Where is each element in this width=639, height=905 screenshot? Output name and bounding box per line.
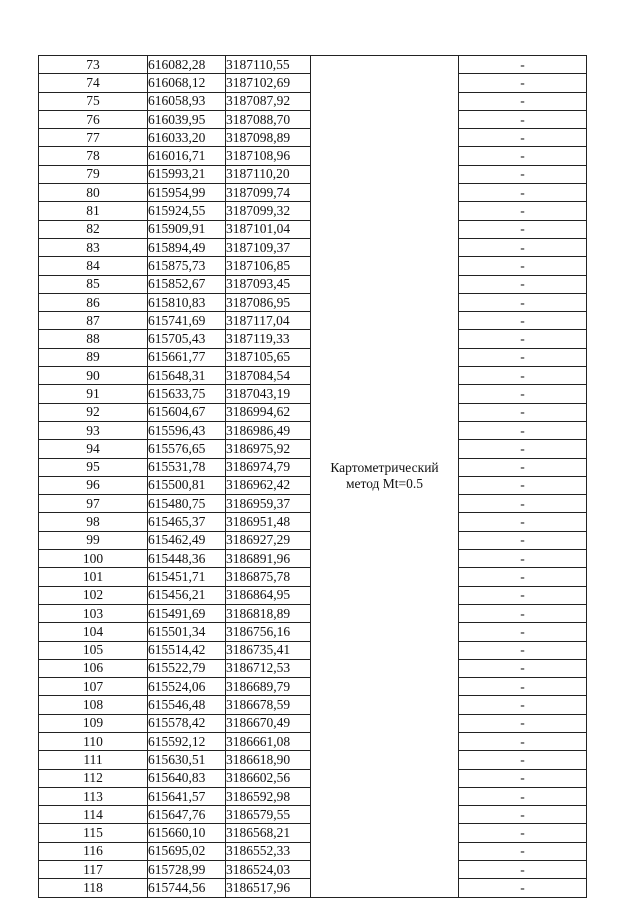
x-coordinate-cell: 615633,75 — [148, 385, 226, 403]
y-coordinate-cell: 3187106,85 — [226, 257, 311, 275]
x-coordinate-cell: 615501,34 — [148, 623, 226, 641]
point-number-cell: 89 — [39, 348, 148, 366]
method-line-1: Картометрический — [330, 460, 439, 476]
y-coordinate-cell: 3187087,92 — [226, 92, 311, 110]
x-coordinate-cell: 615705,43 — [148, 330, 226, 348]
x-coordinate-cell: 615546,48 — [148, 696, 226, 714]
point-number-cell: 76 — [39, 110, 148, 128]
x-coordinate-cell: 615641,57 — [148, 787, 226, 805]
y-coordinate-cell: 3186678,59 — [226, 696, 311, 714]
note-cell: - — [459, 659, 587, 677]
y-coordinate-cell: 3186994,62 — [226, 403, 311, 421]
note-cell: - — [459, 367, 587, 385]
y-coordinate-cell: 3187102,69 — [226, 74, 311, 92]
point-number-cell: 80 — [39, 184, 148, 202]
x-coordinate-cell: 615576,65 — [148, 440, 226, 458]
x-coordinate-cell: 615640,83 — [148, 769, 226, 787]
x-coordinate-cell: 616058,93 — [148, 92, 226, 110]
y-coordinate-cell: 3186891,96 — [226, 550, 311, 568]
point-number-cell: 98 — [39, 513, 148, 531]
x-coordinate-cell: 615514,42 — [148, 641, 226, 659]
y-coordinate-cell: 3186959,37 — [226, 495, 311, 513]
note-cell: - — [459, 696, 587, 714]
coordinates-table — [38, 55, 587, 898]
x-coordinate-cell: 615524,06 — [148, 678, 226, 696]
x-coordinate-cell: 615993,21 — [148, 165, 226, 183]
point-number-cell: 109 — [39, 714, 148, 732]
y-coordinate-cell: 3187093,45 — [226, 275, 311, 293]
y-coordinate-cell: 3187101,04 — [226, 220, 311, 238]
y-coordinate-cell: 3186568,21 — [226, 824, 311, 842]
note-cell: - — [459, 440, 587, 458]
note-cell: - — [459, 495, 587, 513]
note-cell: - — [459, 678, 587, 696]
y-coordinate-cell: 3186689,79 — [226, 678, 311, 696]
point-number-cell: 107 — [39, 678, 148, 696]
note-cell: - — [459, 476, 587, 494]
y-coordinate-cell: 3186818,89 — [226, 604, 311, 622]
y-coordinate-cell: 3187088,70 — [226, 110, 311, 128]
note-cell: - — [459, 74, 587, 92]
point-number-cell: 90 — [39, 367, 148, 385]
x-coordinate-cell: 615592,12 — [148, 732, 226, 750]
note-cell: - — [459, 714, 587, 732]
x-coordinate-cell: 616033,20 — [148, 129, 226, 147]
point-number-cell: 106 — [39, 659, 148, 677]
x-coordinate-cell: 615465,37 — [148, 513, 226, 531]
y-coordinate-cell: 3187086,95 — [226, 293, 311, 311]
note-cell: - — [459, 806, 587, 824]
note-cell: - — [459, 586, 587, 604]
point-number-cell: 108 — [39, 696, 148, 714]
point-number-cell: 117 — [39, 861, 148, 879]
x-coordinate-cell: 615695,02 — [148, 842, 226, 860]
y-coordinate-cell: 3186592,98 — [226, 787, 311, 805]
y-coordinate-cell: 3186552,33 — [226, 842, 311, 860]
point-number-cell: 93 — [39, 421, 148, 439]
x-coordinate-cell: 615875,73 — [148, 257, 226, 275]
point-number-cell: 87 — [39, 312, 148, 330]
y-coordinate-cell: 3186602,56 — [226, 769, 311, 787]
x-coordinate-cell: 615647,76 — [148, 806, 226, 824]
x-coordinate-cell: 615741,69 — [148, 312, 226, 330]
x-coordinate-cell: 615531,78 — [148, 458, 226, 476]
point-number-cell: 118 — [39, 879, 148, 897]
y-coordinate-cell: 3187084,54 — [226, 367, 311, 385]
y-coordinate-cell: 3186661,08 — [226, 732, 311, 750]
note-cell: - — [459, 202, 587, 220]
y-coordinate-cell: 3187117,04 — [226, 312, 311, 330]
note-cell: - — [459, 787, 587, 805]
y-coordinate-cell: 3186951,48 — [226, 513, 311, 531]
x-coordinate-cell: 616016,71 — [148, 147, 226, 165]
point-number-cell: 104 — [39, 623, 148, 641]
y-coordinate-cell: 3186579,55 — [226, 806, 311, 824]
point-number-cell: 86 — [39, 293, 148, 311]
point-number-cell: 102 — [39, 586, 148, 604]
x-coordinate-cell: 615661,77 — [148, 348, 226, 366]
y-coordinate-cell: 3187105,65 — [226, 348, 311, 366]
method-line-2: метод Mt=0.5 — [345, 476, 424, 492]
x-coordinate-cell: 615924,55 — [148, 202, 226, 220]
point-number-cell: 101 — [39, 568, 148, 586]
point-number-cell: 92 — [39, 403, 148, 421]
point-number-cell: 99 — [39, 531, 148, 549]
y-coordinate-cell: 3186986,49 — [226, 421, 311, 439]
note-cell: - — [459, 257, 587, 275]
y-coordinate-cell: 3186962,42 — [226, 476, 311, 494]
point-number-cell: 91 — [39, 385, 148, 403]
y-coordinate-cell: 3186875,78 — [226, 568, 311, 586]
note-cell: - — [459, 531, 587, 549]
point-number-cell: 74 — [39, 74, 148, 92]
point-number-cell: 96 — [39, 476, 148, 494]
point-number-cell: 100 — [39, 550, 148, 568]
point-number-cell: 78 — [39, 147, 148, 165]
point-number-cell: 82 — [39, 220, 148, 238]
x-coordinate-cell: 615630,51 — [148, 751, 226, 769]
point-number-cell: 81 — [39, 202, 148, 220]
y-coordinate-cell: 3186735,41 — [226, 641, 311, 659]
note-cell: - — [459, 147, 587, 165]
y-coordinate-cell: 3187108,96 — [226, 147, 311, 165]
note-cell: - — [459, 293, 587, 311]
note-cell: - — [459, 751, 587, 769]
note-cell: - — [459, 879, 587, 897]
point-number-cell: 85 — [39, 275, 148, 293]
y-coordinate-cell: 3187099,32 — [226, 202, 311, 220]
y-coordinate-cell: 3186618,90 — [226, 751, 311, 769]
note-cell: - — [459, 732, 587, 750]
point-number-cell: 114 — [39, 806, 148, 824]
x-coordinate-cell: 615451,71 — [148, 568, 226, 586]
note-cell: - — [459, 568, 587, 586]
point-number-cell: 83 — [39, 238, 148, 256]
point-number-cell: 88 — [39, 330, 148, 348]
note-cell: - — [459, 550, 587, 568]
y-coordinate-cell: 3186864,95 — [226, 586, 311, 604]
x-coordinate-cell: 615462,49 — [148, 531, 226, 549]
note-cell: - — [459, 275, 587, 293]
point-number-cell: 75 — [39, 92, 148, 110]
point-number-cell: 115 — [39, 824, 148, 842]
note-cell: - — [459, 513, 587, 531]
x-coordinate-cell: 615500,81 — [148, 476, 226, 494]
x-coordinate-cell: 616082,28 — [148, 56, 226, 74]
note-cell: - — [459, 842, 587, 860]
x-coordinate-cell: 615604,67 — [148, 403, 226, 421]
point-number-cell: 79 — [39, 165, 148, 183]
x-coordinate-cell: 615491,69 — [148, 604, 226, 622]
note-cell: - — [459, 184, 587, 202]
y-coordinate-cell: 3186670,49 — [226, 714, 311, 732]
note-cell: - — [459, 92, 587, 110]
x-coordinate-cell: 615648,31 — [148, 367, 226, 385]
note-cell: - — [459, 623, 587, 641]
y-coordinate-cell: 3186927,29 — [226, 531, 311, 549]
coordinates-table-body — [39, 56, 587, 898]
point-number-cell: 94 — [39, 440, 148, 458]
y-coordinate-cell: 3186712,53 — [226, 659, 311, 677]
x-coordinate-cell: 616039,95 — [148, 110, 226, 128]
y-coordinate-cell: 3186524,03 — [226, 861, 311, 879]
y-coordinate-cell: 3187110,55 — [226, 56, 311, 74]
x-coordinate-cell: 615909,91 — [148, 220, 226, 238]
x-coordinate-cell: 615480,75 — [148, 495, 226, 513]
point-number-cell: 77 — [39, 129, 148, 147]
y-coordinate-cell: 3187119,33 — [226, 330, 311, 348]
note-cell: - — [459, 110, 587, 128]
y-coordinate-cell: 3187098,89 — [226, 129, 311, 147]
x-coordinate-cell: 615522,79 — [148, 659, 226, 677]
point-number-cell: 105 — [39, 641, 148, 659]
x-coordinate-cell: 615852,67 — [148, 275, 226, 293]
note-cell: - — [459, 604, 587, 622]
x-coordinate-cell: 615596,43 — [148, 421, 226, 439]
note-cell: - — [459, 769, 587, 787]
x-coordinate-cell: 615810,83 — [148, 293, 226, 311]
y-coordinate-cell: 3186975,92 — [226, 440, 311, 458]
note-cell: - — [459, 641, 587, 659]
note-cell: - — [459, 421, 587, 439]
note-cell: - — [459, 129, 587, 147]
note-cell: - — [459, 330, 587, 348]
note-cell: - — [459, 348, 587, 366]
point-number-cell: 103 — [39, 604, 148, 622]
note-cell: - — [459, 312, 587, 330]
point-number-cell: 113 — [39, 787, 148, 805]
x-coordinate-cell: 616068,12 — [148, 74, 226, 92]
note-cell: - — [459, 861, 587, 879]
note-cell: - — [459, 385, 587, 403]
x-coordinate-cell: 615456,21 — [148, 586, 226, 604]
note-cell: - — [459, 458, 587, 476]
y-coordinate-cell: 3187109,37 — [226, 238, 311, 256]
point-number-cell: 112 — [39, 769, 148, 787]
table-row — [39, 56, 587, 74]
note-cell: - — [459, 238, 587, 256]
point-number-cell: 110 — [39, 732, 148, 750]
x-coordinate-cell: 615744,56 — [148, 879, 226, 897]
point-number-cell: 116 — [39, 842, 148, 860]
point-number-cell: 73 — [39, 56, 148, 74]
y-coordinate-cell: 3187110,20 — [226, 165, 311, 183]
point-number-cell: 84 — [39, 257, 148, 275]
x-coordinate-cell: 615578,42 — [148, 714, 226, 732]
note-cell: - — [459, 824, 587, 842]
note-cell: - — [459, 56, 587, 74]
point-number-cell: 97 — [39, 495, 148, 513]
y-coordinate-cell: 3187043,19 — [226, 385, 311, 403]
y-coordinate-cell: 3186974,79 — [226, 458, 311, 476]
x-coordinate-cell: 615728,99 — [148, 861, 226, 879]
y-coordinate-cell: 3186756,16 — [226, 623, 311, 641]
point-number-cell: 95 — [39, 458, 148, 476]
x-coordinate-cell: 615660,10 — [148, 824, 226, 842]
note-cell: - — [459, 403, 587, 421]
method-cell — [311, 56, 459, 898]
y-coordinate-cell: 3187099,74 — [226, 184, 311, 202]
point-number-cell: 111 — [39, 751, 148, 769]
note-cell: - — [459, 220, 587, 238]
y-coordinate-cell: 3186517,96 — [226, 879, 311, 897]
x-coordinate-cell: 615954,99 — [148, 184, 226, 202]
x-coordinate-cell: 615448,36 — [148, 550, 226, 568]
note-cell: - — [459, 165, 587, 183]
x-coordinate-cell: 615894,49 — [148, 238, 226, 256]
